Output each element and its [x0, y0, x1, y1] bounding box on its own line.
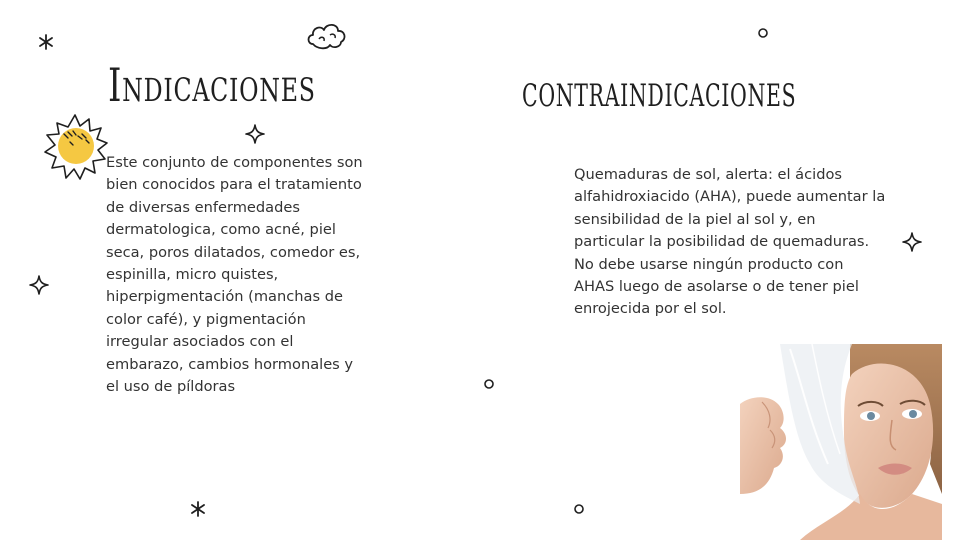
sparkle-icon [245, 124, 265, 144]
sun-icon [40, 112, 110, 182]
cloud-icon [305, 20, 349, 52]
circle-icon [573, 503, 585, 515]
circle-icon [483, 378, 495, 390]
woman-peel-mask-photo [740, 344, 942, 540]
indications-text: Este conjunto de componentes son bien conocidos para el tratamiento de diversas enfermedades dermatologica, como acné, piel seca, poros dilatados, comedor es, espinilla, micro quistes, hiperpigmentación (manchas de color café), y pigmentación irregular asociados con el embarazo, cambios hormonales y el uso de píldoras [106, 154, 363, 396]
asterisk-icon [37, 33, 55, 51]
asterisk-icon [189, 500, 207, 518]
indications-title: Indicaciones [108, 58, 316, 112]
circle-icon [757, 27, 769, 39]
sparkle-icon [902, 232, 922, 252]
sparkle-icon [29, 275, 49, 295]
contraindications-text: Quemaduras de sol, alerta: el ácidos alfahidroxiacido (AHA), puede aumentar la sensibilidad de la piel al sol y, en particular la posibilidad de quemaduras. No debe usarse ningún producto con AHAS luego de asolarse o de tener piel enrojecida por el sol. [574, 166, 886, 318]
contraindications-title: contraindicaciones [522, 66, 797, 117]
